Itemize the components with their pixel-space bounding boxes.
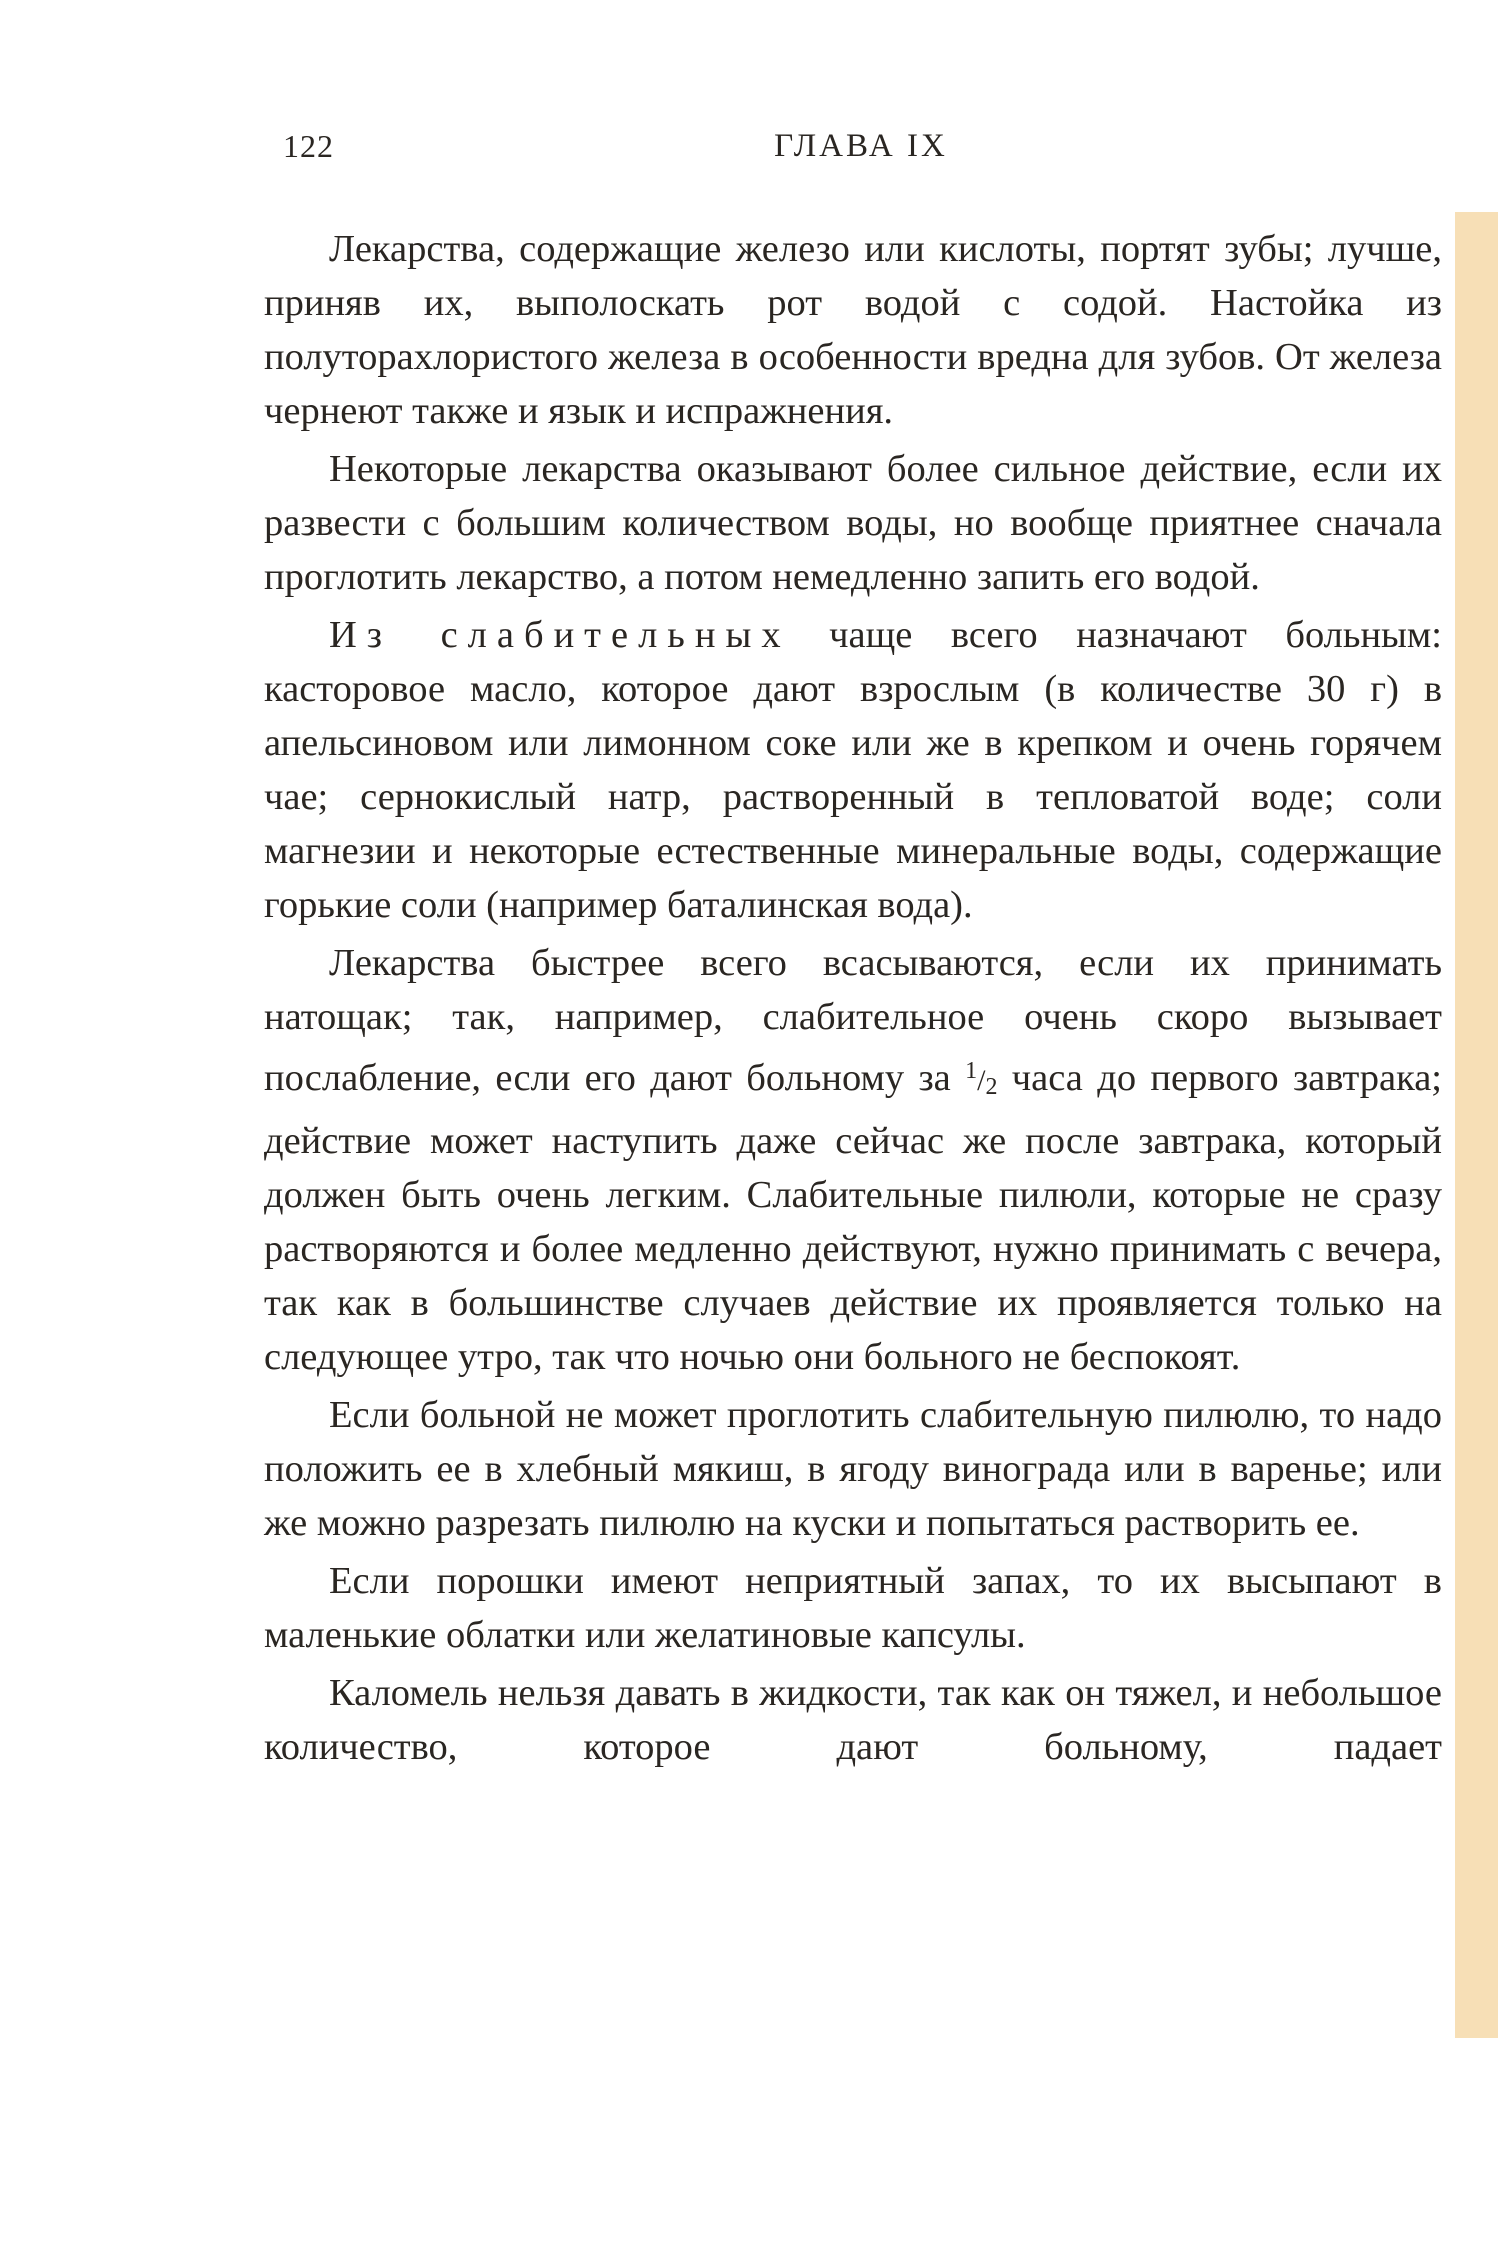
page-edge-shadow (1455, 212, 1498, 2038)
fraction-denominator: 2 (985, 1074, 998, 1100)
chapter-title: ГЛАВА IX (774, 128, 948, 164)
paragraph-4 (264, 936, 1442, 1384)
paragraph-1: Лекарства, содержащие железо или кислоты, портят зубы; лучше, приняв их, выполоскать рот водой с содой. Настойка из полуторахлористого железа в особенности вредна для зубов. От железа чернеют также и язык и испражнения. (264, 228, 1442, 432)
paragraph-4-text-before: Лекарства быстрее всего всасываются, если их принимать натощак; так, например, слабительное очень скоро вызывает послабление, если его дают больному за (264, 942, 1442, 1099)
emphasized-term: Из слабительных (329, 614, 791, 656)
fraction-slash: / (977, 1064, 986, 1097)
paragraph-2: Некоторые лекарства оказывают более сильное действие, если их развести с большим количеством воды, но вообще приятнее сначала проглотить лекарство, а потом немедленно запить его водой. (264, 448, 1442, 598)
paragraph-3 (264, 608, 1442, 932)
paragraph-3-text: чаще всего назначают больным: касторовое масло, которое дают взрослым (в количестве 30 г) в апельсиновом или лимонном соке или же в крепком и очень горячем чае; сернокислый натр, растворенный в тепловатой воде; соли магнезии и некоторые естественные минеральные воды, содержащие горькие соли (например баталинская вода). (264, 614, 1442, 926)
body-text (264, 222, 1442, 1778)
paragraph-4-text-after: часа до первого завтрака; действие может наступить даже сейчас же после завтрака, который должен быть очень легким. Слабительные пилюли, которые не сразу растворяются и более медленно действуют, нужно принимать с вечера, так как в большинстве случаев действие их проявляется только на следующее утро, так что ночью они больного не беспокоят. (264, 1057, 1442, 1378)
fraction-one-half (965, 1058, 998, 1100)
page-number: 122 (283, 128, 334, 164)
paragraph-6: Если порошки имеют неприятный запах, то их высыпают в маленькие облатки или желатиновые капсулы. (264, 1560, 1442, 1656)
paragraph-5: Если больной не может проглотить слабительную пилюлю, то надо положить ее в хлебный мякиш, в ягоду винограда или в варенье; или же можно разрезать пилюлю на куски и попытаться растворить ее. (264, 1394, 1442, 1544)
fraction-numerator: 1 (965, 1058, 978, 1084)
paragraph-7: Каломель нельзя давать в жидкости, так как он тяжел, и небольшое количество, которое дают больному, падает (264, 1672, 1442, 1768)
running-header (283, 128, 1439, 178)
